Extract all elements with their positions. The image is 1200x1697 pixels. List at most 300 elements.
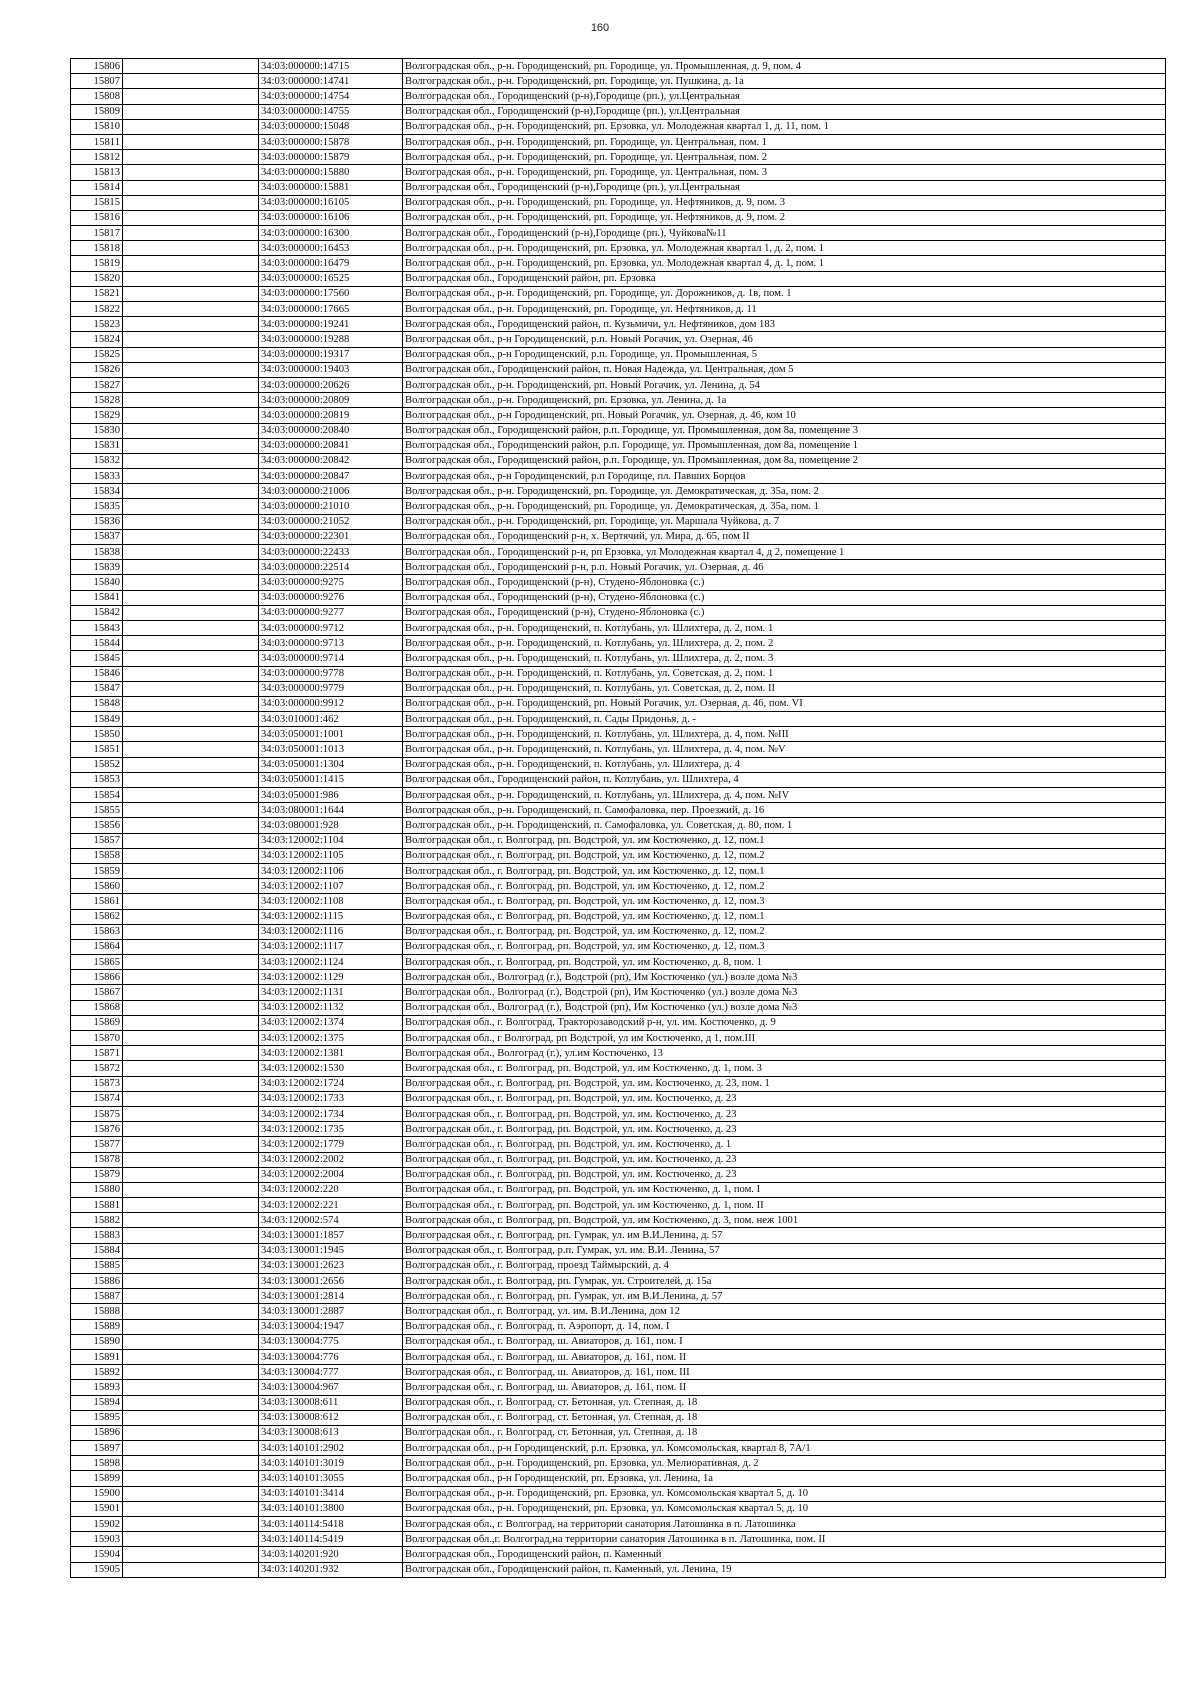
empty-cell — [123, 1334, 259, 1349]
row-number-cell: 15903 — [71, 1532, 123, 1547]
empty-cell — [123, 590, 259, 605]
cadastral-number-cell: 34:03:120002:1530 — [259, 1061, 403, 1076]
cadastral-number-cell: 34:03:120002:2002 — [259, 1152, 403, 1167]
empty-cell — [123, 1425, 259, 1440]
cadastral-number-cell: 34:03:080001:928 — [259, 818, 403, 833]
address-cell: Волгоградская обл., р-н. Городищенский, рп. Новый Рогачик, ул. Озерная, д. 46, пом. VI — [403, 696, 1166, 711]
table-row — [71, 1061, 1166, 1076]
address-cell: Волгоградская обл., р-н. Городищенский, рп. Городище, ул. Нефтяников, д. 9, пом. 3 — [403, 195, 1166, 210]
table-row — [71, 286, 1166, 301]
address-cell: Волгоградская обл., г. Волгоград, рп. Гумрак, ул. им В.И.Ленина, д. 57 — [403, 1228, 1166, 1243]
cadastral-number-cell: 34:03:120002:1734 — [259, 1106, 403, 1121]
table-row — [71, 74, 1166, 89]
empty-cell — [123, 788, 259, 803]
row-number-cell: 15895 — [71, 1410, 123, 1425]
empty-cell — [123, 1137, 259, 1152]
address-cell: Волгоградская обл., Городищенский (р-н),Городище (рп.), ул.Центральная — [403, 104, 1166, 119]
address-cell: Волгоградская обл., г. Волгоград, рп. Водстрой, ул. им. Костюченко, д. 23 — [403, 1106, 1166, 1121]
empty-cell — [123, 302, 259, 317]
row-number-cell: 15809 — [71, 104, 123, 119]
empty-cell — [123, 241, 259, 256]
empty-cell — [123, 1243, 259, 1258]
table-row — [71, 347, 1166, 362]
table-row — [71, 393, 1166, 408]
row-number-cell: 15862 — [71, 909, 123, 924]
cadastral-number-cell: 34:03:000000:15881 — [259, 180, 403, 195]
address-cell: Волгоградская обл., г. Волгоград, рп. Водстрой, ул. им Костюченко, д. 12, пом.2 — [403, 879, 1166, 894]
cadastral-number-cell: 34:03:140101:3800 — [259, 1501, 403, 1516]
address-cell: Волгоградская обл., г. Волгоград, рп. Водстрой, ул. им Костюченко, д. 8, пом. 1 — [403, 955, 1166, 970]
cadastral-number-cell: 34:03:130001:2814 — [259, 1289, 403, 1304]
cadastral-number-cell: 34:03:000000:20809 — [259, 393, 403, 408]
row-number-cell: 15874 — [71, 1091, 123, 1106]
address-cell: Волгоградская обл., г. Волгоград, рп. Водстрой, ул. им Костюченко, д. 1, пом. II — [403, 1198, 1166, 1213]
address-cell: Волгоградская обл., р-н Городищенский, рп. Ерзовка, ул. Ленина, 1а — [403, 1471, 1166, 1486]
row-number-cell: 15810 — [71, 119, 123, 134]
address-cell: Волгоградская обл., р-н. Городищенский, рп. Городище, ул. Демократическая, д. 35а, пом. 1 — [403, 499, 1166, 514]
cadastral-number-cell: 34:03:120002:1104 — [259, 833, 403, 848]
empty-cell — [123, 894, 259, 909]
row-number-cell: 15860 — [71, 879, 123, 894]
table-row — [71, 1319, 1166, 1334]
table-row — [71, 696, 1166, 711]
cadastral-number-cell: 34:03:130004:775 — [259, 1334, 403, 1349]
row-number-cell: 15822 — [71, 302, 123, 317]
row-number-cell: 15877 — [71, 1137, 123, 1152]
address-cell: Волгоградская обл., р-н. Городищенский, рп. Городище, ул. Нефтяников, д. 9, пом. 2 — [403, 210, 1166, 225]
cadastral-number-cell: 34:03:120002:1381 — [259, 1046, 403, 1061]
row-number-cell: 15871 — [71, 1046, 123, 1061]
table-row — [71, 104, 1166, 119]
cadastral-number-cell: 34:03:120002:1735 — [259, 1122, 403, 1137]
address-cell: Волгоградская обл., г. Волгоград, рп. Водстрой, ул. им Костюченко, д. 1, пом. 3 — [403, 1061, 1166, 1076]
table-row — [71, 955, 1166, 970]
cadastral-number-cell: 34:03:130004:776 — [259, 1349, 403, 1364]
cadastral-number-cell: 34:03:000000:16300 — [259, 226, 403, 241]
address-cell: Волгоградская обл., р-н Городищенский, р.п. Городище, ул. Промышленная, 5 — [403, 347, 1166, 362]
row-number-cell: 15853 — [71, 772, 123, 787]
address-cell: Волгоградская обл., р-н. Городищенский, п. Котлубань, ул. Шлихтера, д. 2, пом. 1 — [403, 620, 1166, 635]
table-row — [71, 377, 1166, 392]
empty-cell — [123, 1395, 259, 1410]
table-row — [71, 241, 1166, 256]
cadastral-number-cell: 34:03:000000:20842 — [259, 453, 403, 468]
address-cell: Волгоградская обл., г. Волгоград, рп. Водстрой, ул. им Костюченко, д. 12, пом.3 — [403, 894, 1166, 909]
row-number-cell: 15855 — [71, 803, 123, 818]
row-number-cell: 15829 — [71, 408, 123, 423]
cadastral-number-cell: 34:03:000000:21006 — [259, 484, 403, 499]
empty-cell — [123, 1213, 259, 1228]
row-number-cell: 15904 — [71, 1547, 123, 1562]
cadastral-number-cell: 34:03:130001:2623 — [259, 1258, 403, 1273]
row-number-cell: 15865 — [71, 955, 123, 970]
address-cell: Волгоградская обл., г. Волгоград, рп. Водстрой, ул. им. Костюченко, д. 23, пом. 1 — [403, 1076, 1166, 1091]
address-cell: Волгоградская обл., р-н Городищенский, р.п. Новый Рогачик, ул. Озерная, 46 — [403, 332, 1166, 347]
table-row — [71, 575, 1166, 590]
row-number-cell: 15887 — [71, 1289, 123, 1304]
row-number-cell: 15834 — [71, 484, 123, 499]
empty-cell — [123, 317, 259, 332]
cadastral-number-cell: 34:03:130008:612 — [259, 1410, 403, 1425]
table-row — [71, 1425, 1166, 1440]
cadastral-number-cell: 34:03:130004:1947 — [259, 1319, 403, 1334]
cadastral-number-cell: 34:03:080001:1644 — [259, 803, 403, 818]
address-cell: Волгоградская обл., р-н. Городищенский, рп. Городище, ул. Маршала Чуйкова, д. 7 — [403, 514, 1166, 529]
address-cell: Волгоградская обл., г. Волгоград, рп. Водстрой, ул. им. Костюченко, д. 23 — [403, 1167, 1166, 1182]
cadastral-number-cell: 34:03:120002:1108 — [259, 894, 403, 909]
address-cell: Волгоградская обл., р-н Городищенский, р.п Городище, пл. Павших Борцов — [403, 469, 1166, 484]
address-cell: Волгоградская обл., г. Волгоград, рп. Водстрой, ул. им. Костюченко, д. 23 — [403, 1152, 1166, 1167]
cadastral-number-cell: 34:03:000000:9778 — [259, 666, 403, 681]
address-cell: Волгоградская обл., г. Волгоград, р.п. Гумрак, ул. им. В.И. Ленина, 57 — [403, 1243, 1166, 1258]
cadastral-number-cell: 34:03:000000:9713 — [259, 636, 403, 651]
empty-cell — [123, 1365, 259, 1380]
property-registry-table — [70, 58, 1166, 1578]
empty-cell — [123, 1380, 259, 1395]
cadastral-number-cell: 34:03:000000:19317 — [259, 347, 403, 362]
table-row — [71, 788, 1166, 803]
address-cell: Волгоградская обл., Городищенский район, п. Кузьмичи, ул. Нефтяников, дом 183 — [403, 317, 1166, 332]
empty-cell — [123, 195, 259, 210]
table-row — [71, 924, 1166, 939]
empty-cell — [123, 134, 259, 149]
address-cell: Волгоградская обл., р-н. Городищенский, рп. Ерзовка, ул. Молодежная квартал 1, д. 11, пом. 1 — [403, 119, 1166, 134]
table-row — [71, 1182, 1166, 1197]
cadastral-number-cell: 34:03:000000:21010 — [259, 499, 403, 514]
row-number-cell: 15827 — [71, 377, 123, 392]
table-row — [71, 1152, 1166, 1167]
table-row — [71, 469, 1166, 484]
table-row — [71, 939, 1166, 954]
cadastral-number-cell: 34:03:120002:221 — [259, 1198, 403, 1213]
cadastral-number-cell: 34:03:000000:20847 — [259, 469, 403, 484]
address-cell: Волгоградская обл., г. Волгоград, ул. им. В.И.Ленина, дом 12 — [403, 1304, 1166, 1319]
empty-cell — [123, 605, 259, 620]
cadastral-number-cell: 34:03:000000:15878 — [259, 134, 403, 149]
cadastral-number-cell: 34:03:140201:932 — [259, 1562, 403, 1577]
row-number-cell: 15866 — [71, 970, 123, 985]
address-cell: Волгоградская обл., Городищенский р-н, х. Вертячий, ул. Мира, д. 65, пом II — [403, 529, 1166, 544]
address-cell: Волгоградская обл.,г. Волгоград,на территории санатория Латошинка в п. Латошинка, пом. II — [403, 1532, 1166, 1547]
address-cell: Волгоградская обл., р-н. Городищенский, рп. Городище, ул. Центральная, пом. 2 — [403, 150, 1166, 165]
empty-cell — [123, 1182, 259, 1197]
empty-cell — [123, 180, 259, 195]
cadastral-number-cell: 34:03:000000:19241 — [259, 317, 403, 332]
row-number-cell: 15905 — [71, 1562, 123, 1577]
table-row — [71, 651, 1166, 666]
empty-cell — [123, 438, 259, 453]
empty-cell — [123, 696, 259, 711]
cadastral-number-cell: 34:03:000000:22514 — [259, 560, 403, 575]
empty-cell — [123, 863, 259, 878]
row-number-cell: 15889 — [71, 1319, 123, 1334]
table-row — [71, 1228, 1166, 1243]
address-cell: Волгоградская обл., р-н. Городищенский, рп. Городище, ул. Пушкина, д. 1а — [403, 74, 1166, 89]
empty-cell — [123, 620, 259, 635]
table-row — [71, 1015, 1166, 1030]
row-number-cell: 15821 — [71, 286, 123, 301]
cadastral-number-cell: 34:03:120002:1117 — [259, 939, 403, 954]
table-row — [71, 423, 1166, 438]
address-cell: Волгоградская обл., Городищенский р-н, рп Ерзовка, ул Молодежная квартал 4, д 2, помещение 1 — [403, 545, 1166, 560]
empty-cell — [123, 772, 259, 787]
row-number-cell: 15808 — [71, 89, 123, 104]
address-cell: Волгоградская обл., г. Волгоград, рп. Водстрой, ул. им Костюченко, д. 12, пом.2 — [403, 924, 1166, 939]
row-number-cell: 15872 — [71, 1061, 123, 1076]
row-number-cell: 15896 — [71, 1425, 123, 1440]
empty-cell — [123, 408, 259, 423]
cadastral-number-cell: 34:03:000000:14741 — [259, 74, 403, 89]
cadastral-number-cell: 34:03:000000:20840 — [259, 423, 403, 438]
empty-cell — [123, 1106, 259, 1121]
address-cell: Волгоградская обл., р-н. Городищенский, рп. Новый Рогачик, ул. Ленина, д. 54 — [403, 377, 1166, 392]
address-cell: Волгоградская обл., р-н. Городищенский, п. Котлубань, ул. Шлихтера, д. 4, пом. №III — [403, 727, 1166, 742]
empty-cell — [123, 1517, 259, 1532]
row-number-cell: 15832 — [71, 453, 123, 468]
address-cell: Волгоградская обл., р-н. Городищенский, рп. Городище, ул. Нефтяников, д. 11 — [403, 302, 1166, 317]
empty-cell — [123, 651, 259, 666]
table-row — [71, 757, 1166, 772]
cadastral-number-cell: 34:03:120002:1115 — [259, 909, 403, 924]
empty-cell — [123, 453, 259, 468]
cadastral-number-cell: 34:03:140114:5418 — [259, 1517, 403, 1532]
table-row — [71, 1441, 1166, 1456]
empty-cell — [123, 818, 259, 833]
cadastral-number-cell: 34:03:000000:16106 — [259, 210, 403, 225]
table-row — [71, 620, 1166, 635]
empty-cell — [123, 742, 259, 757]
row-number-cell: 15901 — [71, 1501, 123, 1516]
cadastral-number-cell: 34:03:050001:1001 — [259, 727, 403, 742]
address-cell: Волгоградская обл., г. Волгоград, на территории санатория Латошинка в п. Латошинка — [403, 1517, 1166, 1532]
cadastral-number-cell: 34:03:120002:2004 — [259, 1167, 403, 1182]
cadastral-number-cell: 34:03:010001:462 — [259, 712, 403, 727]
table-row — [71, 1349, 1166, 1364]
row-number-cell: 15881 — [71, 1198, 123, 1213]
empty-cell — [123, 332, 259, 347]
row-number-cell: 15819 — [71, 256, 123, 271]
cadastral-number-cell: 34:03:000000:9712 — [259, 620, 403, 635]
cadastral-number-cell: 34:03:000000:15048 — [259, 119, 403, 134]
empty-cell — [123, 165, 259, 180]
empty-cell — [123, 1198, 259, 1213]
address-cell: Волгоградская обл., р-н. Городищенский, рп. Городище, ул. Центральная, пом. 1 — [403, 134, 1166, 149]
cadastral-number-cell: 34:03:140114:5419 — [259, 1532, 403, 1547]
empty-cell — [123, 59, 259, 74]
empty-cell — [123, 712, 259, 727]
registry-table-body — [71, 59, 1166, 1578]
cadastral-number-cell: 34:03:000000:16479 — [259, 256, 403, 271]
address-cell: Волгоградская обл., Городищенский район, п. Новая Надежда, ул. Центральная, дом 5 — [403, 362, 1166, 377]
cadastral-number-cell: 34:03:120002:1374 — [259, 1015, 403, 1030]
address-cell: Волгоградская обл., р-н. Городищенский, рп. Ерзовка, ул. Молодежная квартал 4, д. 1, пом. 1 — [403, 256, 1166, 271]
empty-cell — [123, 210, 259, 225]
table-row — [71, 681, 1166, 696]
row-number-cell: 15880 — [71, 1182, 123, 1197]
row-number-cell: 15837 — [71, 529, 123, 544]
cadastral-number-cell: 34:03:140101:3055 — [259, 1471, 403, 1486]
row-number-cell: 15854 — [71, 788, 123, 803]
address-cell: Волгоградская обл., г. Волгоград, рп. Водстрой, ул. им Костюченко, д. 12, пом.2 — [403, 848, 1166, 863]
table-row — [71, 134, 1166, 149]
row-number-cell: 15851 — [71, 742, 123, 757]
empty-cell — [123, 803, 259, 818]
address-cell: Волгоградская обл., р-н. Городищенский, п. Сады Придонья, д. - — [403, 712, 1166, 727]
empty-cell — [123, 1501, 259, 1516]
address-cell: Волгоградская обл., г. Волгоград, п. Аэропорт, д. 14, пом. I — [403, 1319, 1166, 1334]
row-number-cell: 15868 — [71, 1000, 123, 1015]
address-cell: Волгоградская обл., р-н. Городищенский, рп. Ерзовка, ул. Комсомольская квартал 5, д. 10 — [403, 1486, 1166, 1501]
address-cell: Волгоградская обл., р-н. Городищенский, рп. Ерзовка, ул. Комсомольская квартал 5, д. 10 — [403, 1501, 1166, 1516]
address-cell: Волгоградская обл., р-н. Городищенский, п. Котлубань, ул. Советская, д. 2, пом. 1 — [403, 666, 1166, 681]
cadastral-number-cell: 34:03:120002:1116 — [259, 924, 403, 939]
empty-cell — [123, 879, 259, 894]
row-number-cell: 15838 — [71, 545, 123, 560]
cadastral-number-cell: 34:03:000000:19403 — [259, 362, 403, 377]
table-row — [71, 1532, 1166, 1547]
table-row — [71, 742, 1166, 757]
empty-cell — [123, 848, 259, 863]
address-cell: Волгоградская обл., р-н Городищенский, р.п. Ерзовка, ул. Комсомольская, квартал 8, 7А/1 — [403, 1441, 1166, 1456]
empty-cell — [123, 1274, 259, 1289]
row-number-cell: 15840 — [71, 575, 123, 590]
row-number-cell: 15869 — [71, 1015, 123, 1030]
row-number-cell: 15818 — [71, 241, 123, 256]
row-number-cell: 15846 — [71, 666, 123, 681]
row-number-cell: 15850 — [71, 727, 123, 742]
cadastral-number-cell: 34:03:000000:16525 — [259, 271, 403, 286]
table-row — [71, 119, 1166, 134]
row-number-cell: 15845 — [71, 651, 123, 666]
cadastral-number-cell: 34:03:050001:1304 — [259, 757, 403, 772]
empty-cell — [123, 985, 259, 1000]
empty-cell — [123, 1562, 259, 1577]
address-cell: Волгоградская обл., р-н. Городищенский, рп. Городище, ул. Дорожников, д. 1в, пом. 1 — [403, 286, 1166, 301]
row-number-cell: 15857 — [71, 833, 123, 848]
row-number-cell: 15813 — [71, 165, 123, 180]
address-cell: Волгоградская обл., р-н. Городищенский, рп. Ерзовка, ул. Ленина, д. 1а — [403, 393, 1166, 408]
cadastral-number-cell: 34:03:140101:3414 — [259, 1486, 403, 1501]
table-row — [71, 818, 1166, 833]
address-cell: Волгоградская обл., р-н. Городищенский, рп. Городище, ул. Центральная, пом. 3 — [403, 165, 1166, 180]
empty-cell — [123, 575, 259, 590]
address-cell: Волгоградская обл., Городищенский (р-н), Студено-Яблоновка (с.) — [403, 590, 1166, 605]
cadastral-number-cell: 34:03:120002:574 — [259, 1213, 403, 1228]
cadastral-number-cell: 34:03:000000:16105 — [259, 195, 403, 210]
cadastral-number-cell: 34:03:000000:9277 — [259, 605, 403, 620]
cadastral-number-cell: 34:03:120002:1132 — [259, 1000, 403, 1015]
row-number-cell: 15864 — [71, 939, 123, 954]
cadastral-number-cell: 34:03:000000:15879 — [259, 150, 403, 165]
cadastral-number-cell: 34:03:120002:1375 — [259, 1031, 403, 1046]
table-row — [71, 1365, 1166, 1380]
table-row — [71, 499, 1166, 514]
row-number-cell: 15873 — [71, 1076, 123, 1091]
row-number-cell: 15859 — [71, 863, 123, 878]
cadastral-number-cell: 34:03:050001:986 — [259, 788, 403, 803]
empty-cell — [123, 469, 259, 484]
cadastral-number-cell: 34:03:120002:220 — [259, 1182, 403, 1197]
row-number-cell: 15841 — [71, 590, 123, 605]
address-cell: Волгоградская обл., р-н. Городищенский, п. Самофаловка, пер. Проезжий, д. 16 — [403, 803, 1166, 818]
empty-cell — [123, 226, 259, 241]
table-row — [71, 894, 1166, 909]
table-row — [71, 1456, 1166, 1471]
empty-cell — [123, 1289, 259, 1304]
address-cell: Волгоградская обл., г. Волгоград, рп. Водстрой, ул. им Костюченко, д. 3, пом. неж 1001 — [403, 1213, 1166, 1228]
cadastral-number-cell: 34:03:130004:967 — [259, 1380, 403, 1395]
table-row — [71, 180, 1166, 195]
row-number-cell: 15888 — [71, 1304, 123, 1319]
empty-cell — [123, 1015, 259, 1030]
row-number-cell: 15883 — [71, 1228, 123, 1243]
row-number-cell: 15891 — [71, 1349, 123, 1364]
table-row — [71, 150, 1166, 165]
table-row — [71, 317, 1166, 332]
empty-cell — [123, 1456, 259, 1471]
cadastral-number-cell: 34:03:130004:777 — [259, 1365, 403, 1380]
row-number-cell: 15812 — [71, 150, 123, 165]
row-number-cell: 15811 — [71, 134, 123, 149]
empty-cell — [123, 1152, 259, 1167]
empty-cell — [123, 636, 259, 651]
address-cell: Волгоградская обл., г. Волгоград, рп. Водстрой, ул. им. Костюченко, д. 23 — [403, 1122, 1166, 1137]
empty-cell — [123, 666, 259, 681]
table-row — [71, 1517, 1166, 1532]
empty-cell — [123, 955, 259, 970]
cadastral-number-cell: 34:03:130008:613 — [259, 1425, 403, 1440]
row-number-cell: 15861 — [71, 894, 123, 909]
cadastral-number-cell: 34:03:000000:20841 — [259, 438, 403, 453]
address-cell: Волгоградская обл., Городищенский (р-н),Городище (рп.), ул.Центральная — [403, 180, 1166, 195]
address-cell: Волгоградская обл., Городищенский (р-н),Городище (рп.), ул.Центральная — [403, 89, 1166, 104]
empty-cell — [123, 499, 259, 514]
empty-cell — [123, 1046, 259, 1061]
address-cell: Волгоградская обл., г. Волгоград, ш. Авиаторов, д. 161, пом. III — [403, 1365, 1166, 1380]
row-number-cell: 15886 — [71, 1274, 123, 1289]
row-number-cell: 15899 — [71, 1471, 123, 1486]
address-cell: Волгоградская обл., р-н. Городищенский, п. Котлубань, ул. Шлихтера, д. 4, пом. №IV — [403, 788, 1166, 803]
table-row — [71, 1106, 1166, 1121]
row-number-cell: 15844 — [71, 636, 123, 651]
empty-cell — [123, 1031, 259, 1046]
row-number-cell: 15879 — [71, 1167, 123, 1182]
cadastral-number-cell: 34:03:000000:19288 — [259, 332, 403, 347]
row-number-cell: 15842 — [71, 605, 123, 620]
address-cell: Волгоградская обл., г. Волгоград, ст. Бетонная, ул. Степная, д. 18 — [403, 1425, 1166, 1440]
cadastral-number-cell: 34:03:000000:9276 — [259, 590, 403, 605]
empty-cell — [123, 347, 259, 362]
table-row — [71, 1258, 1166, 1273]
address-cell: Волгоградская обл., г. Волгоград, ш. Авиаторов, д. 161, пом. I — [403, 1334, 1166, 1349]
page-number: 160 — [590, 22, 610, 34]
empty-cell — [123, 909, 259, 924]
table-row — [71, 408, 1166, 423]
empty-cell — [123, 150, 259, 165]
table-row — [71, 666, 1166, 681]
empty-cell — [123, 423, 259, 438]
table-row — [71, 545, 1166, 560]
cadastral-number-cell: 34:03:120002:1129 — [259, 970, 403, 985]
cadastral-number-cell: 34:03:000000:21052 — [259, 514, 403, 529]
cadastral-number-cell: 34:03:130008:611 — [259, 1395, 403, 1410]
row-number-cell: 15858 — [71, 848, 123, 863]
table-row — [71, 1076, 1166, 1091]
row-number-cell: 15839 — [71, 560, 123, 575]
cadastral-number-cell: 34:03:000000:16453 — [259, 241, 403, 256]
empty-cell — [123, 1076, 259, 1091]
row-number-cell: 15892 — [71, 1365, 123, 1380]
